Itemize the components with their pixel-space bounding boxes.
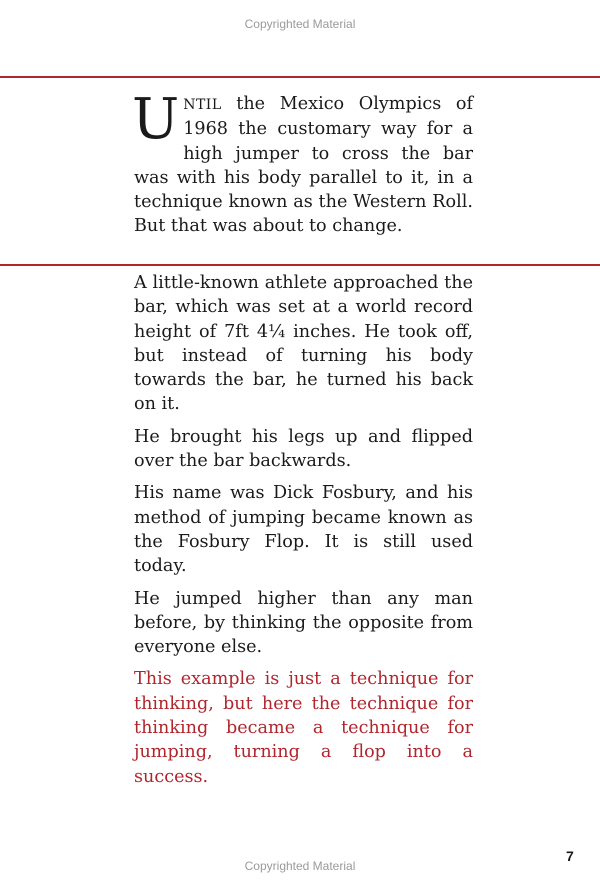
watermark-top: Copyrighted Material (244, 17, 356, 31)
body-text (134, 271, 473, 797)
highlight-paragraph: This example is just a technique for thinking, but here the technique for thinking became a technique for jumping, turning a flop into a success. (134, 669, 473, 787)
intro-paragraph (132, 87, 473, 239)
mid-divider-rule (0, 264, 600, 266)
watermark-bottom: Copyrighted Material (244, 859, 356, 873)
top-divider-rule (0, 76, 600, 78)
intro-text: the Mexico Olympics of 1968 the customary way for a high jumper to cross the bar was with his body parallel to it, in a technique known as the Western Roll. But that was about to change. (134, 94, 473, 237)
intro-smallcaps: NTIL (183, 97, 222, 113)
page-number: 7 (566, 848, 574, 864)
paragraph: His name was Dick Fosbury, and his method of jumping became known as the Fosbury Flop. It is still used today. (134, 483, 473, 577)
paragraph: He jumped higher than any man before, by thinking the opposite from everyone else. (134, 588, 473, 658)
drop-cap: U (132, 87, 180, 152)
paragraph: He brought his legs up and flipped over the bar backwards. (134, 426, 473, 472)
paragraph: A little-known athlete approached the bar, which was set at a world record height of 7ft 4¼ inches. He took off, but instead of turning his body towards the bar, he turned his back on it. (134, 273, 473, 415)
